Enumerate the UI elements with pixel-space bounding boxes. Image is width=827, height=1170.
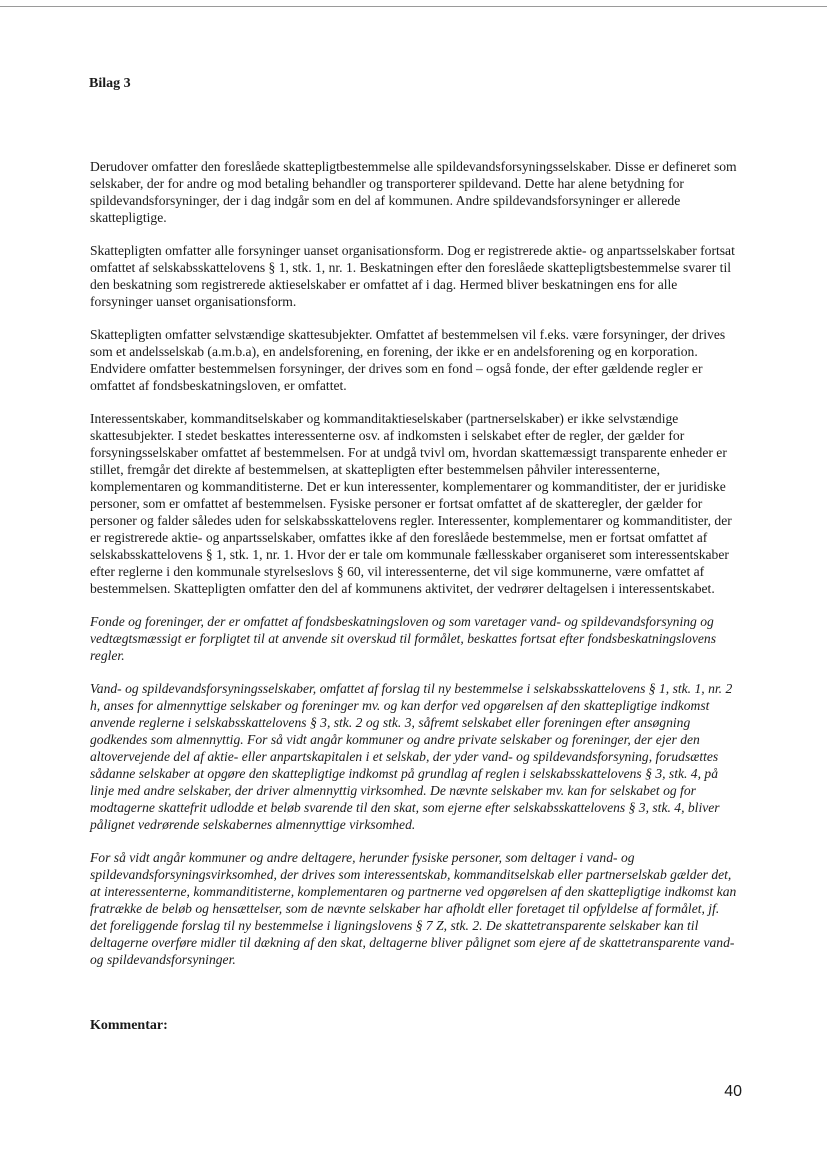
paragraph-interessentskaber: Interessentskaber, kommanditselskaber og kommanditaktieselskaber (partnerselskaber) er ikke selvstændige skattesubjekter. I stedet beskattes interessenterne osv. af indkomsten i selskabet efter de regler, der gælder for forsyningsselskaber omfattet af bestemmelsen. For at undgå tvivl om, hvordan skattemæssigt transparente enheder er stillet, fremgår det direkte af bestemmelsen, at skattepligten efter bestemmelsen påhviler interessenterne, komplementaren og kommanditisterne. Det er kun interessenter, komplementarer og kommanditister, der er juridiske personer, som er omfattet af bestemmelsen. Fysiske personer er fortsat omfattet af de skatteregler, der gælder for personer og falder således uden for selskabsskattelovens regler. Interessenter, komplementarer og kommanditister, der er registrerede aktie- og anpartsselskaber, omfattes ikke af den foreslåede bestemmelse, men er fortsat omfattet af selskabsskattelovens § 1, stk. 1, nr. 1. Hvor der er tale om kommunale fællesskaber organiseret som interessentskaber efter reglerne i den kommunale styrelseslovs § 60, vil interessenterne, det vil sige kommunerne, være omfattet af bestemmelsen. Skattepligten omfatter den del af kommunens aktivitet, der vedrører deltagelsen i interessentskabet. [90,411,732,596]
page-heading: Bilag 3 [89,76,131,91]
page-number: 40 [724,1083,742,1100]
paragraph-organisationsform: Skattepligten omfatter alle forsyninger uanset organisationsform. Dog er registrerede aktie- og anpartsselskaber fortsat omfattet af selskabsskattelovens § 1, stk. 1, nr. 1. Beskatningen efter den foreslåede skattepligtsbestemmelse svarer til den beskatning som registrerede aktieselskaber er omfattet af i dag. Hermed bliver beskatningen ens for alle forsyninger uanset organisationsform. [90,243,735,309]
page-top-border [0,6,827,7]
italic-paragraph-fonde: Fonde og foreninger, der er omfattet af fondsbeskatningsloven og som varetager vand- og spildevandsforsyning og vedtægtsmæssigt er forpligtet til at anvende sit overskud til formålet, beskattes fortsat efter fondsbeskatningslovens regler. [90,614,717,663]
document-body [90,158,738,984]
italic-paragraph-deltagere: For så vidt angår kommuner og andre deltagere, herunder fysiske personer, som deltager i vand- og spildevandsforsyningsvirksomhed, der drives som interessentskab, kommanditselskab eller partnerselskab gælder det, at interessenterne, kommanditisterne, komplementaren og partnerne ved opgørelsen af den skattepligtige indkomst kan fratrække de beløb og hensættelser, som de nævnte selskaber har afholdt eller foretaget til opfyldelse af formålet, jf. det foreliggende forslag til ny bestemmelse i ligningslovens § 7 Z, stk. 2. De skattetransparente selskaber kan til deltagerne overføre midler til dækning af den skat, deltagerne bliver pålignet som ejere af de skattetransparente vand- og spildevandsforsyninger. [90,850,737,967]
paragraph-spildevandsforsyning: Derudover omfatter den foreslåede skattepligtbestemmelse alle spildevandsforsyningsselskaber. Disse er defineret som selskaber, der for andre og mod betaling behandler og transporterer spildevand. Dette har alene betydning for spildevandsforsyninger, der i dag indgår som en del af kommunen. Andre spildevandsforsyninger er allerede skattepligtige. [90,159,737,225]
paragraph-skattesubjekter: Skattepligten omfatter selvstændige skattesubjekter. Omfattet af bestemmelsen vil f.eks. være forsyninger, der drives som et andelsselskab (a.m.b.a), en andelsforening, en forening, der ikke er en andelsforening og en korporation. Endvidere omfatter bestemmelsen forsyninger, der drives som en fond – også fonde, der efter gældende regler er omfattet af fondsbeskatningsloven, er omfattet. [90,327,726,393]
italic-paragraph-almennyttige: Vand- og spildevandsforsyningsselskaber, omfattet af forslag til ny bestemmelse i selskabsskattelovens § 1, stk. 1, nr. 2 h, anses for almennyttige selskaber og foreninger mv. og kan derfor ved opgørelsen af den skattepligtige indkomst anvende reglerne i selskabsskattelovens § 3, stk. 2 og stk. 3, såfremt selskabet eller foreningen efter ansøgning godkendes som almennyttig. For så vidt angår kommuner og andre private selskaber og foreninger, der ejer den altovervejende del af aktie- eller anpartskapitalen i et selskab, der yder vand- og spildevandsforsyning, forudsættes sådanne selskaber at opgøre den skattepligtige indkomst på grundlag af reglen i selskabsskattelovens § 3, stk. 4, på linje med andre selskaber, der driver almennyttig virksomhed. De nævnte selskaber mv. kan for selskabet og for modtagerne skattefrit udlodde et beløb svarende til den skat, som ejerne efter selskabsskattelovens § 3, stk. 4, bliver pålignet vedrørende selskabernes almennyttige virksomhed. [90,681,733,832]
comment-label: Kommentar: [90,1018,168,1033]
